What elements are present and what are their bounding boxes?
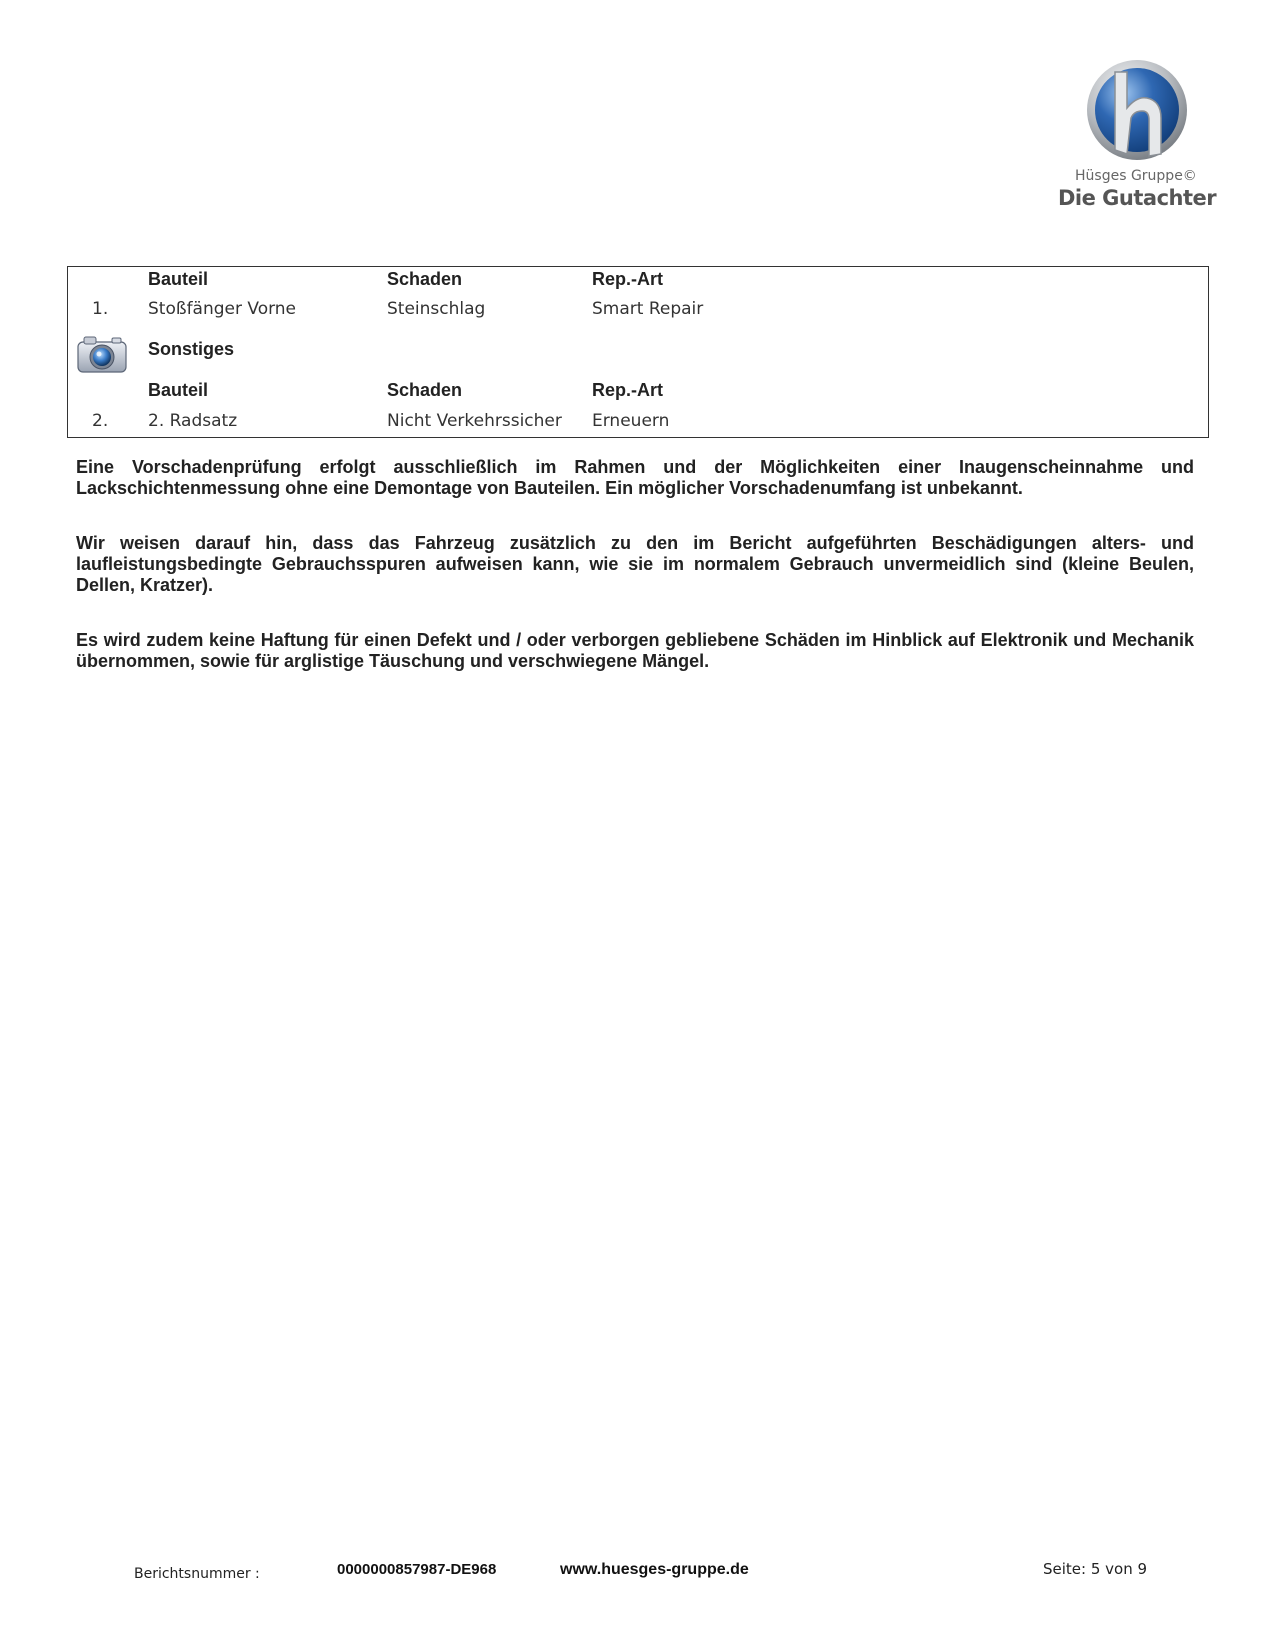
company-logo: [1055, 58, 1215, 218]
row-part: Stoßfänger Vorne: [148, 299, 297, 319]
row-part-2: 2. Radsatz: [148, 411, 238, 431]
header-damage-2: Schaden: [387, 380, 463, 400]
row-index: 1.: [92, 299, 109, 319]
huesges-logo-icon: [1085, 58, 1189, 168]
row-repair: Smart Repair: [592, 299, 704, 319]
row-damage: Steinschlag: [387, 299, 486, 319]
header-repair-type: Rep.-Art: [592, 269, 663, 289]
row-damage-2: Nicht Verkehrssicher: [387, 411, 562, 431]
website-link[interactable]: www.huesges-gruppe.de: [560, 1561, 749, 1578]
header-part-2: Bauteil: [148, 380, 209, 400]
disclaimer-paragraph: Es wird zudem keine Haftung für einen Defekt und / oder verborgen gebliebene Schäden im Hinblick auf Elektronik und Mechanik übernommen, sowie für arglistige Täuschung und verschwiegene Mängel.: [76, 630, 1194, 671]
disclaimer-paragraph: Eine Vorschadenprüfung erfolgt ausschließlich im Rahmen und der Möglichkeiten einer Inaugenscheinnahme und Lackschichtenmessung ohne eine Demontage von Bauteilen. Ein möglicher Vorschadenumfang ist unbekannt.: [76, 457, 1194, 498]
damage-table: [67, 266, 1209, 438]
header-damage: Schaden: [387, 269, 463, 289]
report-number-label: Berichtsnummer :: [134, 1566, 260, 1582]
disclaimer-paragraph: Wir weisen darauf hin, dass das Fahrzeug zusätzlich zu den im Bericht aufgeführten Beschädigungen alters- und laufleistungsbedingte Gebrauchsspuren aufweisen kann, wie sie im normalem Gebrauch unvermeidlich sind (kleine Beulen, Dellen, Kratzer).: [76, 533, 1194, 595]
section-title-misc: Sonstiges: [148, 339, 235, 359]
camera-icon: [76, 333, 128, 375]
logo-tagline: Hüsges Gruppe©: [1075, 168, 1197, 184]
header-part: Bauteil: [148, 269, 209, 289]
logo-title: Die Gutachter: [1058, 186, 1217, 210]
page-footer: [0, 1556, 1275, 1596]
row-repair-2: Erneuern: [592, 411, 670, 431]
report-number: 0000000857987-DE968: [337, 1561, 497, 1578]
page-number: Seite: 5 von 9: [1043, 1560, 1148, 1578]
row-index-2: 2.: [92, 411, 109, 431]
header-repair-type-2: Rep.-Art: [592, 380, 663, 400]
